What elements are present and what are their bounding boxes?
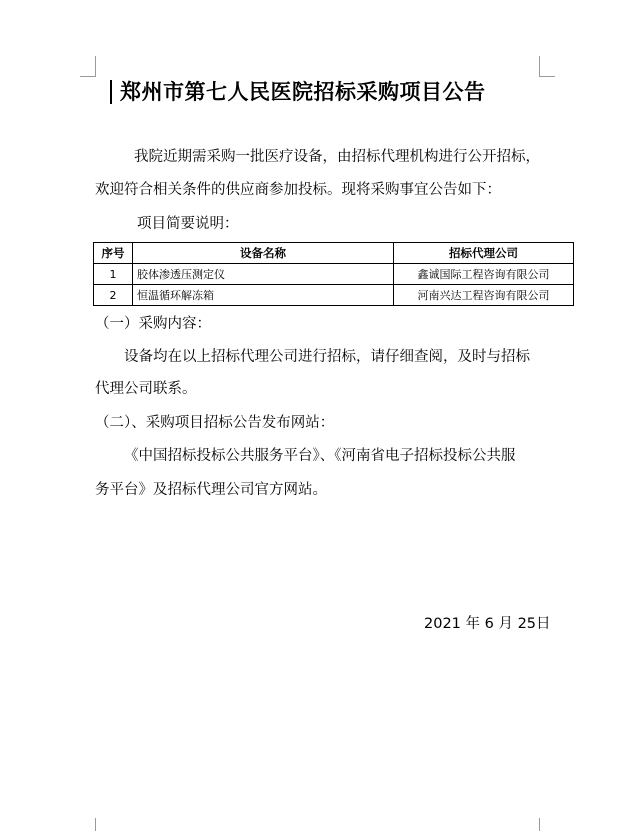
- crop-mark-bottom-right: [539, 818, 540, 831]
- header-number[interactable]: 序号: [94, 243, 133, 264]
- crop-mark-top-left: [80, 76, 96, 77]
- intro-line-1[interactable]: 我院近期需采购一批医疗设备，由招标代理机构进行公开招标，: [134, 149, 540, 165]
- header-equipment-name[interactable]: 设备名称: [133, 243, 394, 264]
- section-1-heading[interactable]: （一）采购内容：: [95, 316, 211, 332]
- text-cursor: [110, 80, 112, 104]
- crop-mark-top-left-vertical: [95, 56, 96, 77]
- crop-mark-top-right: [539, 76, 555, 77]
- table-header-row: [94, 243, 574, 264]
- summary-label[interactable]: 项目简要说明：: [137, 216, 239, 232]
- row-equipment-name[interactable]: 胶体渗透压测定仪: [133, 264, 394, 285]
- row-agent-company[interactable]: 河南兴达工程咨询有限公司: [394, 285, 574, 306]
- header-agent-company[interactable]: 招标代理公司: [394, 243, 574, 264]
- row-number[interactable]: 2: [94, 285, 133, 306]
- document-title[interactable]: 郑州市第七人民医院招标采购项目公告: [120, 79, 486, 104]
- row-equipment-name[interactable]: 恒温循环解冻箱: [133, 285, 394, 306]
- section-2-line-2[interactable]: 务平台》及招标代理公司官方网站。: [95, 482, 327, 498]
- project-table: [93, 242, 574, 306]
- row-agent-company[interactable]: 鑫诚国际工程咨询有限公司: [394, 264, 574, 285]
- announcement-date[interactable]: 2021 年 6 月 25日: [424, 616, 551, 632]
- section-2-line-1[interactable]: 《中国招标投标公共服务平台》、《河南省电子招标投标公共服: [124, 448, 516, 464]
- section-1-line-1[interactable]: 设备均在以上招标代理公司进行招标，请仔细查阅，及时与招标: [124, 349, 530, 365]
- section-1-line-2[interactable]: 代理公司联系。: [95, 381, 197, 397]
- table-row: [94, 285, 574, 306]
- table-row: [94, 264, 574, 285]
- row-number[interactable]: 1: [94, 264, 133, 285]
- section-2-heading[interactable]: （二）、采购项目招标公告发布网站：: [95, 415, 335, 431]
- crop-mark-bottom-left: [95, 818, 96, 831]
- crop-mark-top-right-vertical: [539, 56, 540, 77]
- intro-line-2[interactable]: 欢迎符合相关条件的供应商参加投标。现将采购事宜公告如下：: [95, 182, 501, 198]
